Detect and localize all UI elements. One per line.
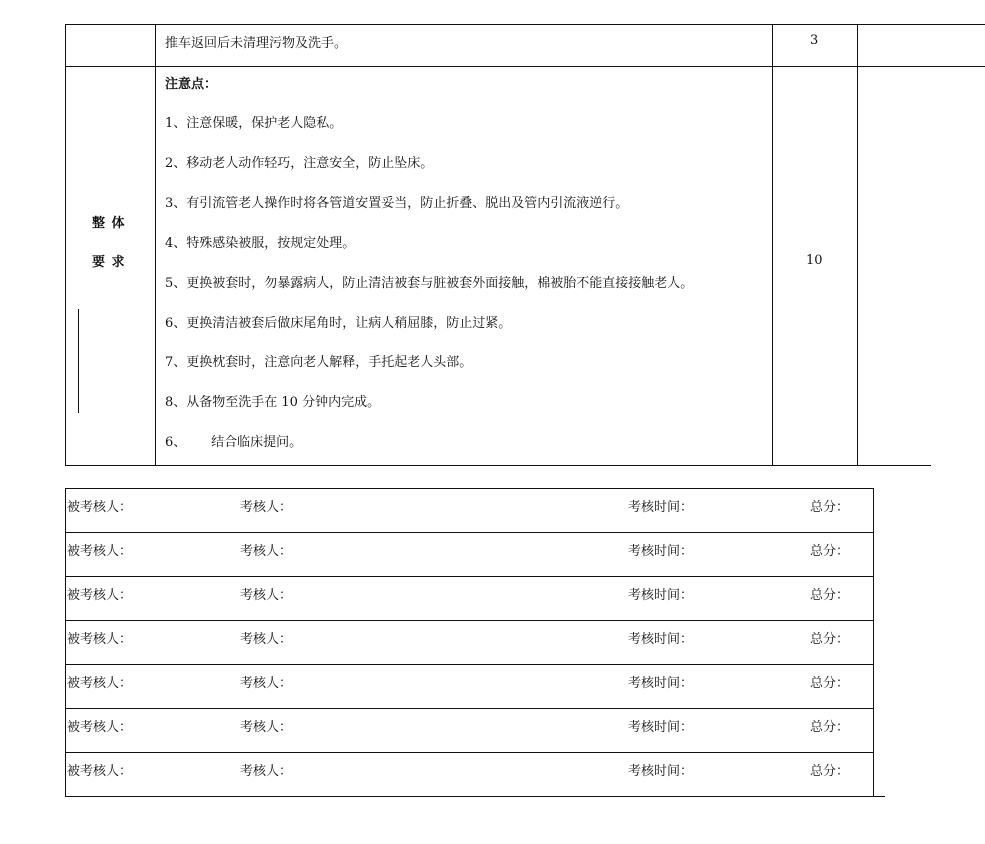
exam-time-label: 考核时间： bbox=[628, 544, 694, 559]
exam-time-label: 考核时间： bbox=[628, 588, 694, 603]
note-item: 5、更换被套时，勿暴露病人，防止清洁被套与脏被套外面接触，棉被胎不能直接接触老人。 bbox=[165, 276, 694, 291]
table-col-divider-2 bbox=[772, 24, 773, 466]
exam-time-label: 考核时间： bbox=[628, 764, 694, 779]
note-item: 2、移动老人动作轻巧，注意安全，防止坠床。 bbox=[165, 156, 434, 171]
sig-row-divider bbox=[65, 620, 874, 621]
examiner-label: 考核人： bbox=[240, 500, 293, 515]
row1-score: 3 bbox=[810, 33, 819, 48]
sig-row-divider bbox=[65, 752, 874, 753]
sig-border-bottom bbox=[65, 796, 885, 797]
examiner-label: 考核人： bbox=[240, 588, 293, 603]
row2-score: 10 bbox=[806, 253, 823, 268]
sig-row-divider bbox=[65, 708, 874, 709]
exam-time-label: 考核时间： bbox=[628, 676, 694, 691]
examinee-label: 被考核人： bbox=[67, 588, 133, 603]
examiner-label: 考核人： bbox=[240, 544, 293, 559]
note-item: 4、特殊感染被服，按规定处理。 bbox=[165, 236, 356, 251]
examinee-label: 被考核人： bbox=[67, 500, 133, 515]
table-col-divider-3 bbox=[857, 24, 858, 466]
note-item: 7、更换枕套时，注意向老人解释，手托起老人头部。 bbox=[165, 355, 473, 370]
sig-row-divider bbox=[65, 532, 874, 533]
examiner-label: 考核人： bbox=[240, 764, 293, 779]
exam-time-label: 考核时间： bbox=[628, 720, 694, 735]
note-item: 3、有引流管老人操作时将各管道安置妥当，防止折叠、脱出及管内引流液逆行。 bbox=[165, 196, 629, 211]
examinee-label: 被考核人： bbox=[67, 676, 133, 691]
total-score-label: 总分： bbox=[810, 500, 850, 515]
total-score-label: 总分： bbox=[810, 588, 850, 603]
total-score-label: 总分： bbox=[810, 764, 850, 779]
table-border-left bbox=[65, 24, 66, 466]
table-row-divider bbox=[65, 66, 985, 67]
total-score-label: 总分： bbox=[810, 720, 850, 735]
examinee-label: 被考核人： bbox=[67, 544, 133, 559]
examinee-label: 被考核人： bbox=[67, 720, 133, 735]
row1-content: 推车返回后未清理污物及洗手。 bbox=[165, 36, 348, 51]
note-item: 6、更换清洁被套后做床尾角时，让病人稍屈膝，防止过紧。 bbox=[165, 316, 512, 331]
category-label-line1: 整 体 bbox=[92, 216, 126, 231]
exam-time-label: 考核时间： bbox=[628, 632, 694, 647]
examiner-label: 考核人： bbox=[240, 720, 293, 735]
examinee-label: 被考核人： bbox=[67, 764, 133, 779]
examinee-label: 被考核人： bbox=[67, 632, 133, 647]
table-col-divider-1 bbox=[155, 24, 156, 466]
note-item: 8、从备物至洗手在 10 分钟内完成。 bbox=[165, 395, 381, 410]
total-score-label: 总分： bbox=[810, 676, 850, 691]
note-item: 1、注意保暖，保护老人隐私。 bbox=[165, 116, 343, 131]
exam-time-label: 考核时间： bbox=[628, 500, 694, 515]
examiner-label: 考核人： bbox=[240, 676, 293, 691]
examiner-label: 考核人： bbox=[240, 632, 293, 647]
sig-border-left bbox=[65, 488, 66, 797]
total-score-label: 总分： bbox=[810, 544, 850, 559]
sig-row-divider bbox=[65, 576, 874, 577]
notes-heading: 注意点： bbox=[165, 77, 218, 92]
table-border-bottom bbox=[65, 465, 931, 466]
total-score-label: 总分： bbox=[810, 632, 850, 647]
sig-border-top bbox=[65, 488, 874, 489]
sig-row-divider bbox=[65, 664, 874, 665]
sig-border-right bbox=[873, 488, 874, 797]
margin-mark bbox=[78, 309, 79, 413]
category-label-line2: 要 求 bbox=[92, 255, 126, 270]
table-border-top bbox=[65, 24, 985, 25]
note-item: 6、 结合临床提问。 bbox=[165, 435, 303, 450]
